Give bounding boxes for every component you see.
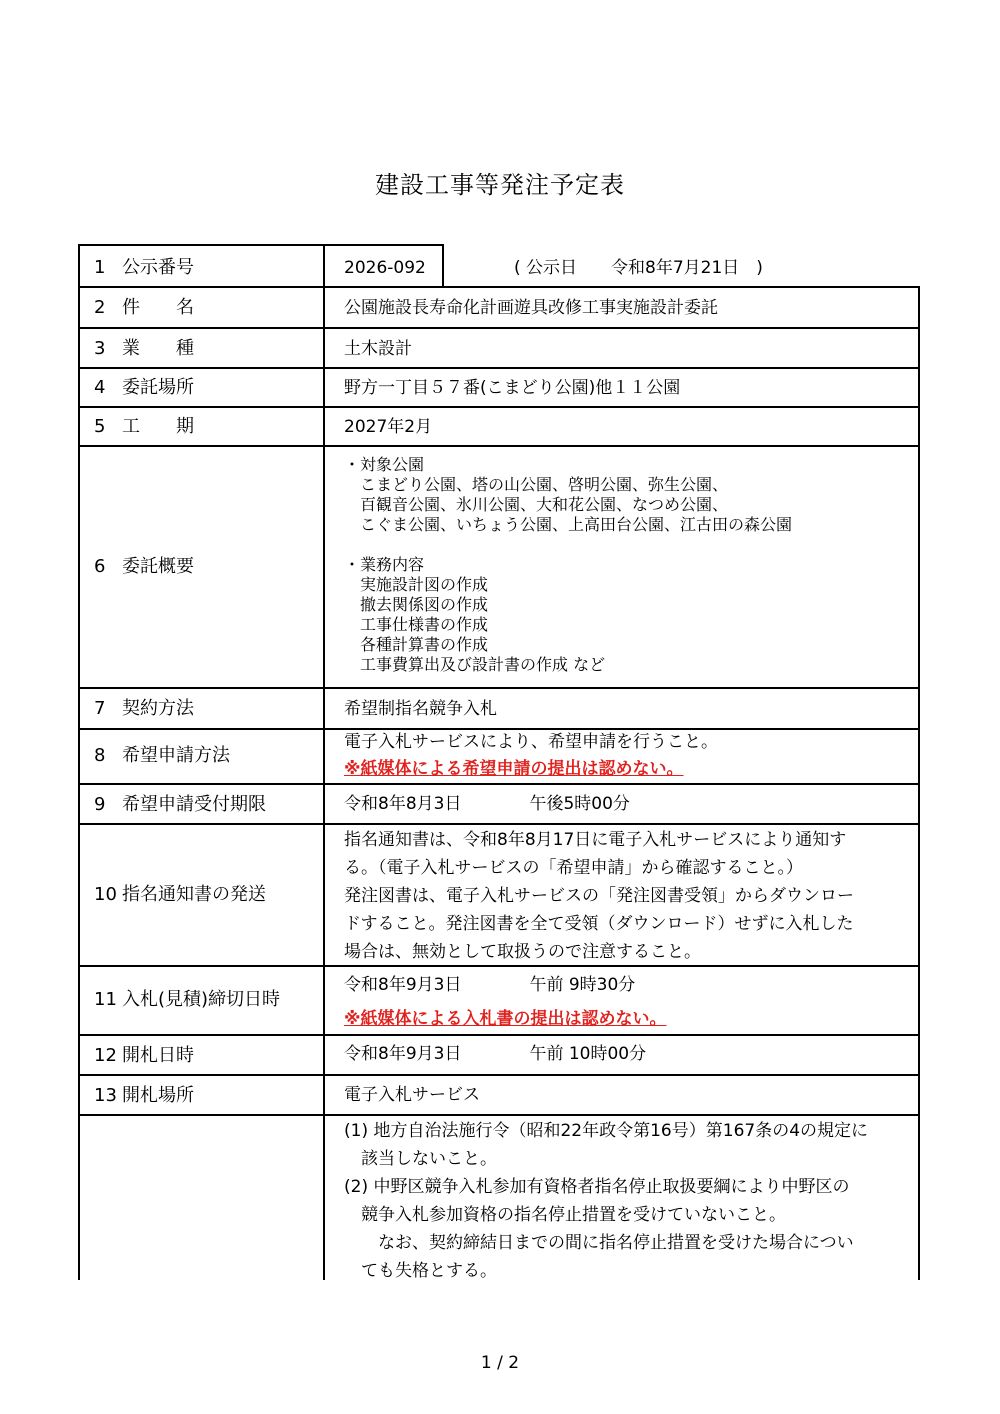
paper-application-warning: ※紙媒体による希望申請の提出は認めない。 (344, 759, 684, 779)
condition-line: なお、契約締結日までの間に指名停止措置を受けた場合につい (344, 1233, 854, 1253)
row-label: 13 開札場所 (94, 1085, 194, 1106)
page-title: 建設工事等発注予定表 (375, 171, 625, 199)
summary-line: 百観音公園、氷川公園、大和花公園、なつめ公園、 (344, 495, 729, 514)
summary-line: こぐま公園、いちょう公園、上高田台公園、江古田の森公園 (344, 515, 793, 534)
row-label: 9 希望申請受付期限 (94, 794, 266, 815)
summary-line: ・業務内容 (344, 555, 425, 574)
row-label: 10 指名通知書の発送 (94, 884, 266, 905)
bid-deadline: 令和8年9月3日 午前 9時30分 (344, 975, 636, 995)
notice-line: 指名通知書は、令和8年8月17日に電子入札サービスにより通知す (344, 830, 847, 850)
condition-line: 競争入札参加資格の指名停止措置を受けていないこと。 (344, 1205, 786, 1225)
application-method: 電子入札サービスにより、希望申請を行うこと。 (344, 732, 718, 752)
condition-line: (1) 地方自治法施行令（昭和22年政令第16号）第167条の4の規定に (344, 1121, 869, 1141)
opening-datetime: 令和8年9月3日 午前 10時00分 (344, 1044, 647, 1064)
row-label: 7 契約方法 (94, 698, 194, 719)
order-schedule-table (78, 244, 920, 1280)
work-period: 2027年2月 (344, 417, 433, 437)
row-label: 11 入札(見積)締切日時 (94, 989, 281, 1010)
project-name: 公園施設長寿命化計画遊具改修工事実施設計委託 (344, 298, 718, 318)
notice-date: ( 公示日 令和8年7月21日 ) (514, 258, 763, 278)
condition-line: (2) 中野区競争入札参加有資格者指名停止取扱要綱により中野区の (344, 1177, 850, 1197)
page-number: 1 / 2 (480, 1353, 520, 1373)
summary-line: 工事仕様書の作成 (344, 615, 489, 634)
notice-line: 発注図書は、電子入札サービスの「発注図書受領」からダウンロー (344, 886, 854, 906)
nomination-notice (344, 826, 854, 966)
row-label: 1 公示番号 (94, 257, 194, 278)
row-label: 8 希望申請方法 (94, 745, 230, 766)
work-location: 野方一丁目５７番(こまどり公園)他１１公園 (344, 378, 681, 398)
summary-line: 各種計算書の作成 (344, 635, 489, 654)
condition-line: ても失格とする。 (344, 1261, 497, 1281)
public-notice-number: 2026-092 (344, 258, 426, 278)
condition-line: 該当しないこと。 (344, 1149, 497, 1169)
row-label: 3 業 種 (94, 338, 194, 359)
summary-line: 工事費算出及び設計書の作成 など (344, 655, 606, 674)
opening-place: 電子入札サービス (344, 1085, 480, 1105)
row-label: 6 委託概要 (94, 556, 194, 577)
row-label: 2 件 名 (94, 297, 194, 318)
summary-line: ・対象公園 (344, 455, 425, 474)
summary-line: 撤去関係図の作成 (344, 595, 489, 614)
summary-line (344, 535, 792, 555)
application-deadline: 令和8年8月3日 午後5時00分 (344, 794, 630, 814)
summary-line: こまどり公園、塔の山公園、啓明公園、弥生公園、 (344, 475, 729, 494)
contract-method: 希望制指名競争入札 (344, 699, 497, 719)
summary-line: 実施設計図の作成 (344, 575, 489, 594)
row-label: 12 開札日時 (94, 1045, 194, 1066)
row-label: 4 委託場所 (94, 377, 194, 398)
row-label: 5 工 期 (94, 416, 194, 437)
work-summary (344, 455, 792, 675)
paper-bid-warning: ※紙媒体による入札書の提出は認めない。 (344, 1009, 667, 1029)
eligibility-conditions (344, 1117, 868, 1285)
notice-line: 場合は、無効として取扱うので注意すること。 (344, 942, 701, 962)
notice-line: ドすること。発注図書を全て受領（ダウンロード）せずに入札した (344, 914, 854, 934)
notice-line: る。（電子入札サービスの「希望申請」から確認すること。） (344, 858, 803, 878)
business-type: 土木設計 (344, 339, 412, 359)
